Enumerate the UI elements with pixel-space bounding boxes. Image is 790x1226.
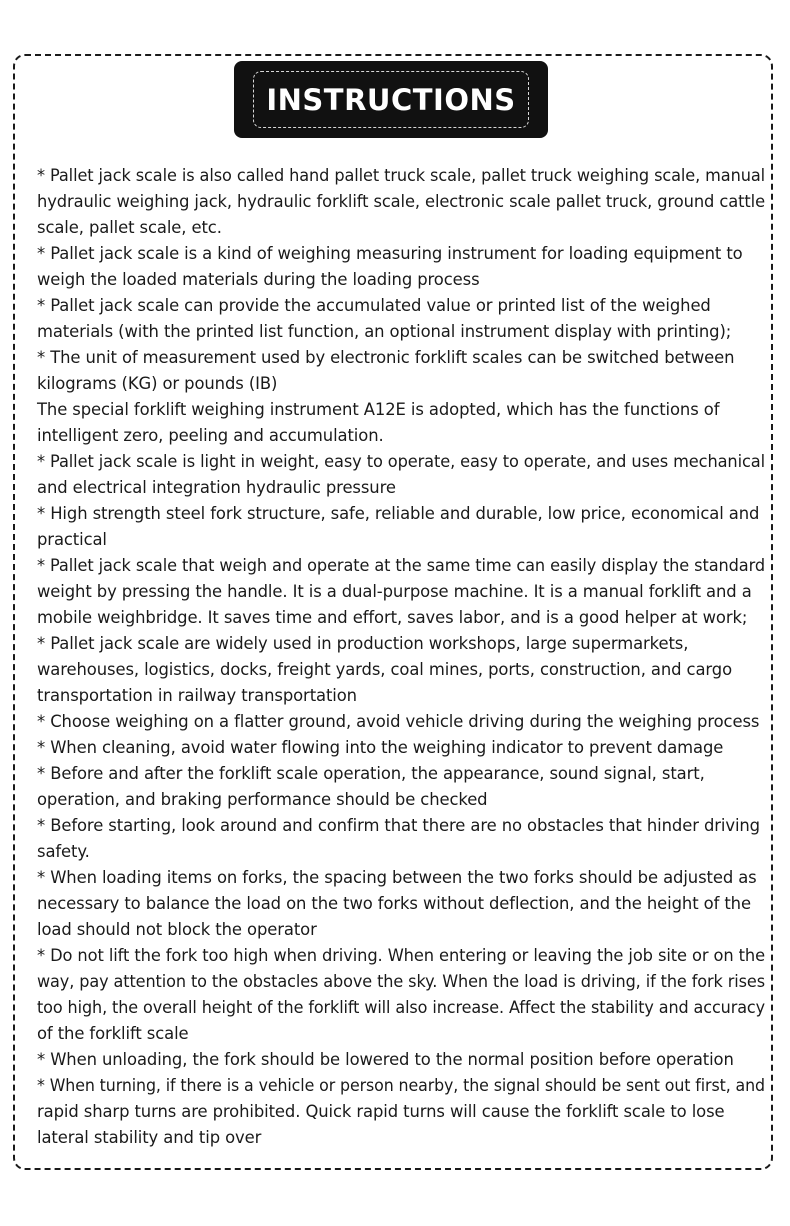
text-line: * When cleaning, avoid water flowing into the weighing indicator to prevent damage	[37, 738, 724, 757]
text-line: kilograms (KG) or pounds (IB)	[37, 374, 278, 393]
text-line: * Pallet jack scale that weigh and operate at the same time can easily display the standard	[37, 556, 765, 575]
instruction-paragraph	[37, 1073, 765, 1151]
title-banner	[234, 61, 548, 138]
instruction-paragraph	[37, 813, 765, 865]
title-dashed-border	[253, 71, 529, 128]
text-line: of the forklift scale	[37, 1024, 189, 1043]
instruction-paragraph	[37, 709, 765, 735]
text-line: scale, pallet scale, etc.	[37, 218, 222, 237]
text-line: rapid sharp turns are prohibited. Quick rapid turns will cause the forklift scale to lose	[37, 1102, 725, 1121]
text-line: mobile weighbridge. It saves time and effort, saves labor, and is a good helper at work;	[37, 608, 748, 627]
text-line: way, pay attention to the obstacles above the sky. When the load is driving, if the fork rises	[37, 972, 765, 991]
text-line: weight by pressing the handle. It is a dual-purpose machine. It is a manual forklift and a	[37, 582, 752, 601]
instruction-paragraph	[37, 943, 765, 1047]
text-line: * Choose weighing on a flatter ground, avoid vehicle driving during the weighing process	[37, 712, 760, 731]
text-line: * High strength steel fork structure, safe, reliable and durable, low price, economical and	[37, 504, 760, 523]
text-line: too high, the overall height of the forklift will also increase. Affect the stability and accuracy	[37, 998, 765, 1017]
text-line: load should not block the operator	[37, 920, 317, 939]
text-line: The special forklift weighing instrument A12E is adopted, which has the functions of	[37, 400, 720, 419]
instruction-paragraph	[37, 761, 765, 813]
text-line: materials (with the printed list function, an optional instrument display with printing);	[37, 322, 732, 341]
text-line: * When loading items on forks, the spacing between the two forks should be adjusted as	[37, 868, 757, 887]
text-line: warehouses, logistics, docks, freight yards, coal mines, ports, construction, and cargo	[37, 660, 732, 679]
instruction-paragraph	[37, 397, 765, 449]
instructions-body	[37, 163, 765, 1151]
text-line: * Pallet jack scale is light in weight, easy to operate, easy to operate, and uses mechanical	[37, 452, 765, 471]
text-line: practical	[37, 530, 107, 549]
instruction-paragraph	[37, 293, 765, 345]
instruction-paragraph	[37, 449, 765, 501]
instruction-paragraph	[37, 865, 765, 943]
instruction-paragraph	[37, 501, 765, 553]
instruction-paragraph	[37, 241, 765, 293]
text-line: transportation in railway transportation	[37, 686, 357, 705]
instruction-paragraph	[37, 631, 765, 709]
text-line: operation, and braking performance should be checked	[37, 790, 488, 809]
text-line: weigh the loaded materials during the loading process	[37, 270, 480, 289]
text-line: and electrical integration hydraulic pressure	[37, 478, 396, 497]
instruction-paragraph	[37, 163, 765, 241]
text-line: necessary to balance the load on the two forks without deflection, and the height of the	[37, 894, 751, 913]
instruction-paragraph	[37, 1047, 765, 1073]
text-line: * When turning, if there is a vehicle or person nearby, the signal should be sent out first, and	[37, 1076, 765, 1095]
text-line: hydraulic weighing jack, hydraulic forklift scale, electronic scale pallet truck, ground cattle	[37, 192, 765, 211]
text-line: * Do not lift the fork too high when driving. When entering or leaving the job site or on the	[37, 946, 765, 965]
instruction-paragraph	[37, 345, 765, 397]
text-line: * Pallet jack scale is also called hand pallet truck scale, pallet truck weighing scale, manual	[37, 166, 765, 185]
text-line: * Before starting, look around and confirm that there are no obstacles that hinder driving	[37, 816, 760, 835]
text-line: * Pallet jack scale are widely used in production workshops, large supermarkets,	[37, 634, 689, 653]
instruction-paragraph	[37, 735, 765, 761]
text-line: * Pallet jack scale can provide the accumulated value or printed list of the weighed	[37, 296, 711, 315]
text-line: lateral stability and tip over	[37, 1128, 262, 1147]
text-line: safety.	[37, 842, 90, 861]
text-line: * When unloading, the fork should be lowered to the normal position before operation	[37, 1050, 734, 1069]
page-title: INSTRUCTIONS	[266, 82, 516, 117]
instruction-paragraph	[37, 553, 765, 631]
text-line: * Before and after the forklift scale operation, the appearance, sound signal, start,	[37, 764, 705, 783]
text-line: * Pallet jack scale is a kind of weighing measuring instrument for loading equipment to	[37, 244, 743, 263]
text-line: * The unit of measurement used by electronic forklift scales can be switched between	[37, 348, 735, 367]
text-line: intelligent zero, peeling and accumulation.	[37, 426, 384, 445]
